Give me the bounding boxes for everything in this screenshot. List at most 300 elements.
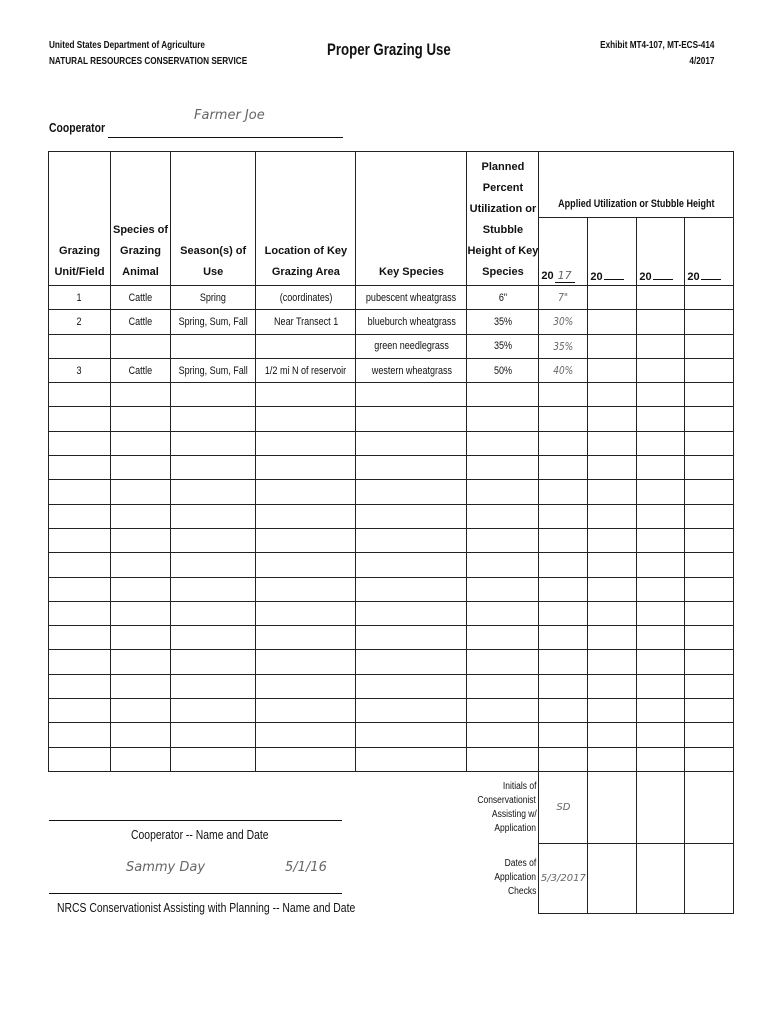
table-cell[interactable] bbox=[111, 674, 171, 698]
table-cell[interactable] bbox=[588, 601, 637, 625]
header-key-species-line: Key Species bbox=[379, 266, 444, 278]
table-cell[interactable] bbox=[588, 407, 637, 431]
table-cell[interactable] bbox=[467, 358, 539, 382]
header-applied-label: Applied Utilization or Stubble Height bbox=[558, 198, 715, 210]
table-row bbox=[49, 383, 734, 407]
table-cell[interactable] bbox=[637, 577, 685, 601]
header-species-animal-line: Animal bbox=[122, 266, 159, 278]
exhibit-header bbox=[575, 38, 714, 70]
table-cell[interactable] bbox=[637, 480, 685, 504]
table-cell[interactable] bbox=[111, 431, 171, 455]
table-cell[interactable] bbox=[467, 383, 539, 407]
table-cell[interactable] bbox=[256, 407, 356, 431]
table-cell[interactable] bbox=[588, 699, 637, 723]
table-cell[interactable] bbox=[49, 601, 111, 625]
table-cell[interactable] bbox=[256, 553, 356, 577]
year-cell[interactable] bbox=[637, 218, 685, 286]
table-cell[interactable] bbox=[111, 407, 171, 431]
table-cell[interactable] bbox=[49, 723, 111, 747]
table-cell[interactable] bbox=[256, 674, 356, 698]
table-cell[interactable] bbox=[467, 504, 539, 528]
table-cell[interactable] bbox=[539, 577, 588, 601]
table-cell[interactable] bbox=[356, 334, 467, 358]
table-cell[interactable] bbox=[588, 480, 637, 504]
header-applied-utilization bbox=[539, 152, 734, 218]
table-cell[interactable] bbox=[111, 286, 171, 310]
table-cell[interactable] bbox=[111, 383, 171, 407]
table-cell[interactable] bbox=[111, 723, 171, 747]
table-cell[interactable] bbox=[588, 553, 637, 577]
table-row bbox=[49, 480, 734, 504]
table-cell[interactable] bbox=[467, 577, 539, 601]
table-cell[interactable] bbox=[171, 601, 256, 625]
table-cell[interactable] bbox=[356, 650, 467, 674]
table-cell[interactable] bbox=[539, 699, 588, 723]
initials-label-line: Assisting w/ bbox=[491, 808, 537, 820]
table-cell[interactable] bbox=[49, 553, 111, 577]
dates-cell[interactable] bbox=[637, 843, 685, 913]
table-cell[interactable] bbox=[256, 626, 356, 650]
table-cell[interactable] bbox=[637, 626, 685, 650]
table-cell[interactable] bbox=[356, 480, 467, 504]
table-cell[interactable] bbox=[256, 358, 356, 382]
table-cell[interactable] bbox=[588, 747, 637, 771]
table-cell[interactable] bbox=[588, 528, 637, 552]
cell-text: 40% bbox=[553, 364, 574, 378]
table-cell[interactable] bbox=[111, 747, 171, 771]
table-cell[interactable] bbox=[171, 553, 256, 577]
table-cell[interactable] bbox=[49, 699, 111, 723]
header-location bbox=[256, 152, 356, 286]
header-grazing-unit-line: Unit/Field bbox=[54, 266, 105, 278]
table-cell[interactable] bbox=[539, 407, 588, 431]
table-cell[interactable] bbox=[111, 601, 171, 625]
table-cell[interactable] bbox=[539, 286, 588, 310]
table-cell[interactable] bbox=[356, 626, 467, 650]
header-species-animal-line: Species of bbox=[112, 224, 169, 236]
table-cell[interactable] bbox=[539, 504, 588, 528]
table-cell[interactable] bbox=[588, 723, 637, 747]
table-cell[interactable] bbox=[356, 431, 467, 455]
cell-text: 35% bbox=[493, 340, 512, 353]
table-cell[interactable] bbox=[685, 553, 734, 577]
table-cell[interactable] bbox=[539, 383, 588, 407]
header-species-animal bbox=[111, 152, 171, 286]
table-cell[interactable] bbox=[171, 674, 256, 698]
table-cell[interactable] bbox=[685, 699, 734, 723]
cell-text: 2 bbox=[76, 315, 83, 328]
table-cell[interactable] bbox=[49, 626, 111, 650]
table-cell[interactable] bbox=[685, 577, 734, 601]
header-grazing-unit-line: Grazing bbox=[59, 245, 100, 257]
agency-header bbox=[49, 38, 291, 70]
table-cell[interactable] bbox=[637, 286, 685, 310]
header-planned-utilization-line: Species bbox=[482, 266, 524, 278]
table-cell[interactable] bbox=[588, 504, 637, 528]
table-cell[interactable] bbox=[256, 747, 356, 771]
table-cell[interactable] bbox=[256, 723, 356, 747]
table-cell[interactable] bbox=[588, 674, 637, 698]
table-cell[interactable] bbox=[467, 553, 539, 577]
year-value[interactable]: 17 bbox=[555, 269, 575, 283]
table-cell[interactable] bbox=[256, 577, 356, 601]
header-planned-utilization-line: Height of Key bbox=[467, 245, 539, 257]
table-cell[interactable] bbox=[256, 699, 356, 723]
table-cell[interactable] bbox=[588, 626, 637, 650]
table-cell[interactable] bbox=[685, 747, 734, 771]
table-cell[interactable] bbox=[467, 431, 539, 455]
table-cell[interactable] bbox=[49, 358, 111, 382]
dates-cell[interactable] bbox=[685, 843, 734, 913]
table-cell[interactable] bbox=[171, 358, 256, 382]
initials-label-line: Application bbox=[494, 822, 537, 834]
initials-cell[interactable] bbox=[539, 771, 588, 843]
table-cell[interactable] bbox=[256, 383, 356, 407]
table-cell[interactable] bbox=[256, 286, 356, 310]
header-grazing-unit bbox=[49, 152, 111, 286]
cell-text: green needlegrass bbox=[374, 340, 449, 353]
table-cell[interactable] bbox=[685, 456, 734, 480]
table-cell[interactable] bbox=[49, 577, 111, 601]
table-cell[interactable] bbox=[49, 310, 111, 334]
table-row bbox=[49, 601, 734, 625]
year-value[interactable] bbox=[653, 279, 673, 280]
table-cell[interactable] bbox=[171, 747, 256, 771]
header-key-species bbox=[356, 152, 467, 286]
table-cell[interactable] bbox=[256, 431, 356, 455]
table-cell[interactable] bbox=[685, 310, 734, 334]
table-cell[interactable] bbox=[467, 310, 539, 334]
initials-cell[interactable] bbox=[637, 771, 685, 843]
table-row bbox=[49, 528, 734, 552]
table-cell[interactable] bbox=[539, 626, 588, 650]
table-cell[interactable] bbox=[256, 504, 356, 528]
table-cell[interactable] bbox=[685, 334, 734, 358]
table-row bbox=[49, 626, 734, 650]
table-cell[interactable] bbox=[637, 528, 685, 552]
table-cell[interactable] bbox=[111, 626, 171, 650]
table-cell[interactable] bbox=[637, 553, 685, 577]
table-cell[interactable] bbox=[539, 310, 588, 334]
cell-text: Cattle bbox=[128, 364, 153, 377]
table-cell[interactable] bbox=[539, 528, 588, 552]
table-cell[interactable] bbox=[111, 504, 171, 528]
table-cell[interactable] bbox=[467, 480, 539, 504]
table-cell[interactable] bbox=[467, 456, 539, 480]
table-cell[interactable] bbox=[467, 674, 539, 698]
table-cell[interactable] bbox=[356, 407, 467, 431]
table-cell[interactable] bbox=[685, 528, 734, 552]
table-cell[interactable] bbox=[49, 674, 111, 698]
table-cell[interactable] bbox=[49, 431, 111, 455]
table-cell[interactable] bbox=[467, 601, 539, 625]
table-cell[interactable] bbox=[356, 699, 467, 723]
table-cell[interactable] bbox=[111, 334, 171, 358]
table-cell[interactable] bbox=[171, 723, 256, 747]
initials-value: SD bbox=[556, 802, 571, 814]
conservationist-signature-label: NRCS Conservationist Assisting with Planning -- Name and Date bbox=[57, 900, 356, 915]
table-row bbox=[49, 358, 734, 382]
table-cell[interactable] bbox=[356, 553, 467, 577]
cell-text: 50% bbox=[493, 364, 512, 377]
table-cell[interactable] bbox=[637, 504, 685, 528]
cell-text: western wheatgrass bbox=[371, 364, 452, 377]
table-row bbox=[49, 577, 734, 601]
table-cell[interactable] bbox=[356, 310, 467, 334]
table-cell[interactable] bbox=[539, 601, 588, 625]
table-cell[interactable] bbox=[467, 528, 539, 552]
table-cell[interactable] bbox=[467, 334, 539, 358]
table-cell[interactable] bbox=[588, 456, 637, 480]
table-cell[interactable] bbox=[588, 650, 637, 674]
table-cell[interactable] bbox=[637, 334, 685, 358]
table-cell[interactable] bbox=[685, 358, 734, 382]
table-cell[interactable] bbox=[356, 383, 467, 407]
header-location-line: Location of Key bbox=[264, 245, 348, 257]
table-cell[interactable] bbox=[49, 650, 111, 674]
table-row bbox=[49, 310, 734, 334]
table-row bbox=[49, 286, 734, 310]
table-cell[interactable] bbox=[111, 699, 171, 723]
cell-text: Cattle bbox=[128, 315, 153, 328]
table-cell[interactable] bbox=[637, 407, 685, 431]
table-cell[interactable] bbox=[356, 674, 467, 698]
table-cell[interactable] bbox=[588, 358, 637, 382]
initials-label bbox=[467, 771, 539, 843]
dates-label-line: Dates of bbox=[504, 858, 537, 870]
table-row bbox=[49, 723, 734, 747]
table-cell[interactable] bbox=[111, 358, 171, 382]
table-cell[interactable] bbox=[256, 650, 356, 674]
table-cell[interactable] bbox=[256, 334, 356, 358]
cell-text: Near Transect 1 bbox=[273, 315, 338, 328]
table-cell[interactable] bbox=[467, 407, 539, 431]
table-cell[interactable] bbox=[467, 723, 539, 747]
table-cell[interactable] bbox=[356, 504, 467, 528]
cell-text: 6" bbox=[498, 291, 508, 304]
conservationist-date[interactable]: 5/1/16 bbox=[285, 860, 327, 875]
table-cell[interactable] bbox=[539, 674, 588, 698]
table-row bbox=[49, 456, 734, 480]
table-cell[interactable] bbox=[171, 650, 256, 674]
table-cell[interactable] bbox=[171, 504, 256, 528]
table-cell[interactable] bbox=[539, 553, 588, 577]
table-cell[interactable] bbox=[171, 431, 256, 455]
cell-text: 1/2 mi N of reservoir bbox=[265, 364, 347, 377]
header-species-animal-line: Grazing bbox=[120, 245, 161, 257]
table-cell[interactable] bbox=[356, 286, 467, 310]
table-cell[interactable] bbox=[111, 528, 171, 552]
table-cell[interactable] bbox=[539, 431, 588, 455]
table-cell[interactable] bbox=[356, 601, 467, 625]
table-cell[interactable] bbox=[49, 747, 111, 771]
table-cell[interactable] bbox=[111, 577, 171, 601]
table-cell[interactable] bbox=[539, 334, 588, 358]
table-cell[interactable] bbox=[637, 699, 685, 723]
year-value[interactable] bbox=[701, 279, 721, 280]
header-planned-utilization bbox=[467, 152, 539, 286]
table-cell[interactable] bbox=[356, 723, 467, 747]
table-cell[interactable] bbox=[171, 699, 256, 723]
table-cell[interactable] bbox=[539, 723, 588, 747]
agency-line1: United States Department of Agriculture bbox=[49, 40, 205, 51]
cell-text: 30% bbox=[553, 315, 574, 329]
conservationist-signature-line bbox=[49, 893, 342, 894]
year-cell[interactable] bbox=[539, 218, 588, 286]
table-cell[interactable] bbox=[637, 601, 685, 625]
table-cell[interactable] bbox=[49, 286, 111, 310]
initials-label-line: Conservationist bbox=[477, 794, 537, 806]
table-cell[interactable] bbox=[171, 626, 256, 650]
table-row bbox=[49, 553, 734, 577]
cell-text: Cattle bbox=[128, 291, 153, 304]
table-cell[interactable] bbox=[539, 650, 588, 674]
cell-text: blueburch wheatgrass bbox=[367, 315, 456, 328]
table-cell[interactable] bbox=[49, 456, 111, 480]
header-planned-utilization-line: Planned bbox=[481, 161, 525, 173]
table-cell[interactable] bbox=[111, 310, 171, 334]
cell-text: 3 bbox=[76, 364, 83, 377]
table-cell[interactable] bbox=[588, 334, 637, 358]
table-cell[interactable] bbox=[256, 480, 356, 504]
table-cell[interactable] bbox=[111, 480, 171, 504]
table-cell[interactable] bbox=[685, 650, 734, 674]
table-cell[interactable] bbox=[256, 601, 356, 625]
table-cell[interactable] bbox=[588, 310, 637, 334]
table-cell[interactable] bbox=[588, 577, 637, 601]
table-cell[interactable] bbox=[539, 480, 588, 504]
table-cell[interactable] bbox=[467, 699, 539, 723]
table-cell[interactable] bbox=[171, 407, 256, 431]
table-row bbox=[49, 650, 734, 674]
year-prefix: 20 bbox=[639, 271, 652, 283]
table-cell[interactable] bbox=[256, 310, 356, 334]
header-season bbox=[171, 152, 256, 286]
year-cell[interactable] bbox=[685, 218, 734, 286]
table-cell[interactable] bbox=[49, 334, 111, 358]
initials-cell[interactable] bbox=[588, 771, 637, 843]
year-prefix: 20 bbox=[687, 271, 700, 283]
table-cell[interactable] bbox=[49, 528, 111, 552]
table-cell[interactable] bbox=[588, 431, 637, 455]
year-prefix: 20 bbox=[590, 271, 603, 283]
year-value[interactable] bbox=[604, 279, 624, 280]
table-cell[interactable] bbox=[588, 286, 637, 310]
table-cell[interactable] bbox=[171, 528, 256, 552]
table-cell[interactable] bbox=[171, 286, 256, 310]
conservationist-name[interactable]: Sammy Day bbox=[126, 860, 206, 875]
header-location-line: Grazing Area bbox=[271, 266, 340, 278]
table-cell[interactable] bbox=[637, 456, 685, 480]
dates-label-line: Application bbox=[494, 872, 537, 884]
table-cell[interactable] bbox=[171, 383, 256, 407]
table-cell[interactable] bbox=[49, 480, 111, 504]
table-cell[interactable] bbox=[637, 358, 685, 382]
table-row bbox=[49, 431, 734, 455]
table-cell[interactable] bbox=[256, 528, 356, 552]
table-cell[interactable] bbox=[467, 747, 539, 771]
table-cell[interactable] bbox=[171, 480, 256, 504]
table-cell[interactable] bbox=[685, 407, 734, 431]
table-cell[interactable] bbox=[637, 431, 685, 455]
cell-text: Spring, Sum, Fall bbox=[178, 364, 248, 377]
table-cell[interactable] bbox=[685, 431, 734, 455]
table-row bbox=[49, 699, 734, 723]
table-cell[interactable] bbox=[171, 456, 256, 480]
table-cell[interactable] bbox=[111, 650, 171, 674]
header-season-line: Use bbox=[203, 266, 224, 278]
table-cell[interactable] bbox=[637, 723, 685, 747]
table-cell[interactable] bbox=[49, 383, 111, 407]
table-cell[interactable] bbox=[171, 310, 256, 334]
cell-text: Spring bbox=[200, 291, 227, 304]
table-cell[interactable] bbox=[356, 577, 467, 601]
table-cell[interactable] bbox=[171, 577, 256, 601]
cell-text: pubescent wheatgrass bbox=[366, 291, 457, 304]
table-cell[interactable] bbox=[637, 747, 685, 771]
dates-cell[interactable] bbox=[588, 843, 637, 913]
exhibit-date: 4/2017 bbox=[688, 56, 714, 67]
table-cell[interactable] bbox=[356, 358, 467, 382]
table-cell[interactable] bbox=[111, 553, 171, 577]
table-cell[interactable] bbox=[539, 456, 588, 480]
table-cell[interactable] bbox=[685, 601, 734, 625]
table-cell[interactable] bbox=[539, 358, 588, 382]
table-cell[interactable] bbox=[637, 310, 685, 334]
table-cell[interactable] bbox=[685, 383, 734, 407]
table-cell[interactable] bbox=[49, 407, 111, 431]
table-row bbox=[49, 334, 734, 358]
table-cell[interactable] bbox=[637, 674, 685, 698]
initials-label-line: Initials of bbox=[502, 780, 537, 792]
cell-text: 7" bbox=[558, 291, 569, 305]
table-cell[interactable] bbox=[49, 504, 111, 528]
table-cell[interactable] bbox=[467, 626, 539, 650]
table-cell[interactable] bbox=[356, 747, 467, 771]
dates-cell[interactable] bbox=[539, 843, 588, 913]
header-planned-utilization-line: Percent bbox=[482, 182, 524, 194]
table-cell[interactable] bbox=[685, 723, 734, 747]
header-planned-utilization-line: Utilization or bbox=[469, 203, 537, 215]
table-cell[interactable] bbox=[356, 528, 467, 552]
table-cell[interactable] bbox=[685, 674, 734, 698]
dates-value: 5/3/2017 bbox=[540, 873, 586, 885]
cell-text: (coordinates) bbox=[279, 291, 333, 304]
table-cell[interactable] bbox=[467, 650, 539, 674]
table-cell[interactable] bbox=[111, 456, 171, 480]
cooperator-line bbox=[108, 137, 343, 138]
agency-line2: NATURAL RESOURCES CONSERVATION SERVICE bbox=[49, 56, 248, 67]
page-title: Proper Grazing Use bbox=[327, 40, 451, 59]
table-cell[interactable] bbox=[356, 456, 467, 480]
initials-cell[interactable] bbox=[685, 771, 734, 843]
table-cell[interactable] bbox=[685, 480, 734, 504]
cooperator-label: Cooperator bbox=[49, 120, 106, 135]
year-cell[interactable] bbox=[588, 218, 637, 286]
table-cell[interactable] bbox=[539, 747, 588, 771]
cooperator-name[interactable]: Farmer Joe bbox=[194, 108, 265, 123]
table-cell[interactable] bbox=[685, 626, 734, 650]
table-cell[interactable] bbox=[637, 383, 685, 407]
table-cell[interactable] bbox=[685, 286, 734, 310]
table-cell[interactable] bbox=[588, 383, 637, 407]
table-cell[interactable] bbox=[171, 334, 256, 358]
table-cell[interactable] bbox=[467, 286, 539, 310]
table-cell[interactable] bbox=[637, 650, 685, 674]
table-cell[interactable] bbox=[685, 504, 734, 528]
exhibit-number: Exhibit MT4-107, MT-ECS-414 bbox=[599, 40, 714, 51]
table-cell[interactable] bbox=[256, 456, 356, 480]
